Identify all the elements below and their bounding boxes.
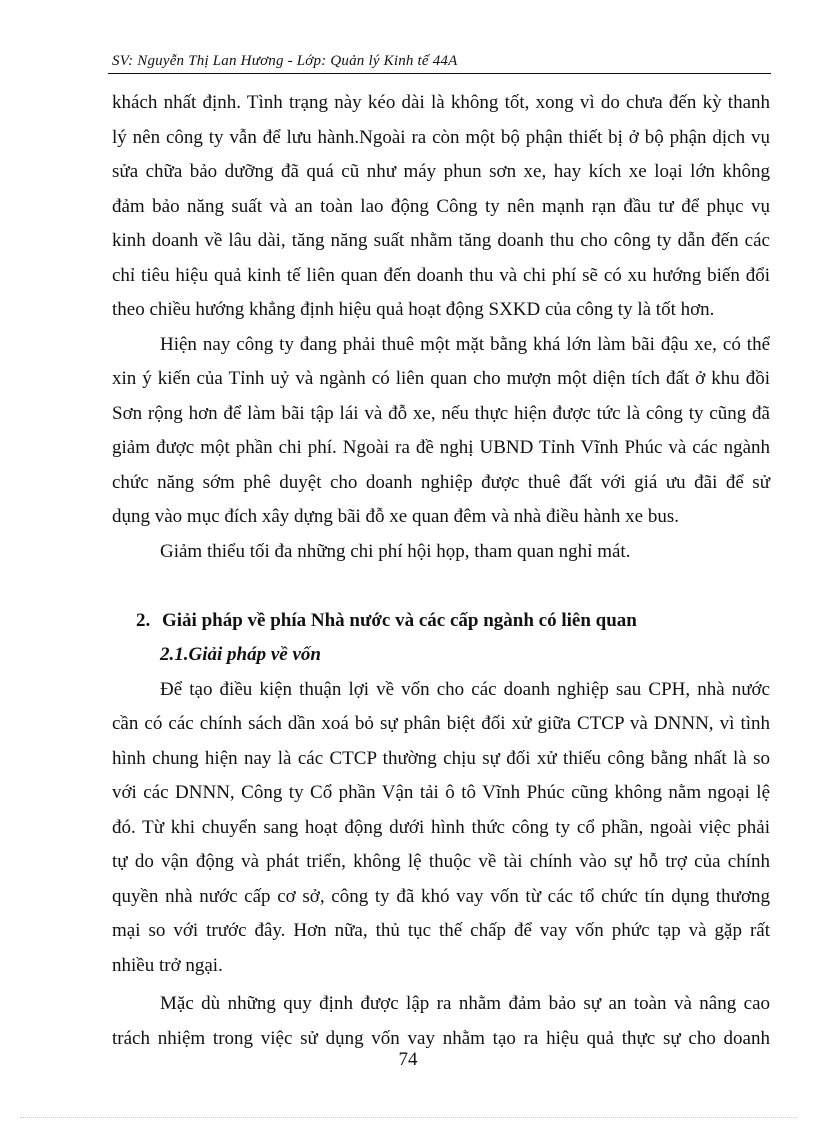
- subsection-heading: 2.1.Giải pháp về vốn: [160, 644, 321, 665]
- paragraph-line: giảm được một phần chi phí. Ngoài ra đề nghị UBND Tỉnh Vĩnh Phúc và các ngành: [112, 437, 770, 458]
- paragraph-line: Mặc dù những quy định được lập ra nhằm đảm bảo sự an toàn và nâng cao: [160, 993, 770, 1014]
- paragraph-line: Để tạo điều kiện thuận lợi về vốn cho các doanh nghiệp sau CPH, nhà nước: [160, 678, 770, 700]
- paragraph-line: đảm bảo năng suất và an toàn lao động Công ty nên mạnh rạn đầu tư để phục vụ: [112, 195, 770, 217]
- blank-line: [112, 569, 770, 604]
- paragraph-line: chỉ tiêu hiệu quả kinh tế liên quan đến doanh thu và chi phí sẽ có xu hướng biến đổi: [112, 264, 770, 286]
- document-body: [112, 86, 770, 1056]
- paragraph-5: [112, 987, 770, 1056]
- paragraph-line: Giảm thiểu tối đa những chi phí hội họp, tham quan nghỉ mát.: [160, 540, 631, 562]
- paragraph-line: sửa chữa bảo dưỡng đã quá cũ như máy phun sơn xe, hay kích xe loại lớn không: [112, 161, 770, 182]
- paragraph-line: trách nhiệm trong việc sử dụng vốn vay nhằm tạo ra hiệu quả thực sự cho doanh: [112, 1027, 770, 1049]
- paragraph-line: xin ý kiến của Tỉnh uỷ và ngành có liên quan cho mượn một diện tích đất ở khu đồi: [112, 368, 770, 389]
- paragraph-line: chức năng sớm phê duyệt cho doanh nghiệp được thuê đất với giá ưu đãi để sử: [112, 471, 770, 493]
- paragraph-1: [112, 86, 770, 328]
- section-heading: [112, 604, 770, 639]
- paragraph-4: [112, 673, 770, 984]
- paragraph-line: lý nên công ty vẫn để lưu hành.Ngoài ra còn một bộ phận thiết bị ở bộ phận dịch vụ: [112, 126, 770, 148]
- paragraph-line: Sơn rộng hơn để làm bãi tập lái và đỗ xe, nếu thực hiện được tức là công ty cũng đã: [112, 402, 770, 424]
- paragraph-line: quyền nhà nước cấp cơ sở, công ty đã khó vay vốn từ các tổ chức tín dụng thương: [112, 885, 770, 907]
- footer-dotted-rule: [20, 1117, 796, 1118]
- section-title: Giải pháp về phía Nhà nước và các cấp ngành có liên quan: [162, 609, 637, 631]
- paragraph-3: [112, 535, 770, 570]
- paragraph-line: dụng vào mục đích xây dựng bãi đỗ xe quan đêm và nhà điều hành xe bus.: [112, 506, 679, 527]
- paragraph-2: [112, 328, 770, 535]
- paragraph-line: kinh doanh về lâu dài, tăng năng suất nhằm tăng doanh thu cho công ty dẫn đến các: [112, 230, 770, 251]
- page-number: 74: [398, 1049, 418, 1070]
- header-rule: [108, 73, 771, 74]
- paragraph-line: khách nhất định. Tình trạng này kéo dài là không tốt, xong vì do chưa đến kỳ thanh: [112, 92, 770, 113]
- paragraph-line: mại so với trước đây. Hơn nữa, thủ tục thế chấp để vay vốn phức tạp và gặp rất: [112, 920, 770, 941]
- running-header: SV: Nguyễn Thị Lan Hương - Lớp: Quản lý Kinh tế 44A: [112, 53, 458, 69]
- paragraph-line: với các DNNN, Công ty Cổ phần Vận tải ô tô Vĩnh Phúc cũng không nằm ngoại lệ: [112, 782, 770, 803]
- paragraph-line: Hiện nay công ty đang phải thuê một mặt bằng khá lớn làm bãi đậu xe, có thể: [160, 333, 770, 355]
- paragraph-line: hình chung hiện nay là các CTCP thường chịu sự đối xử thiếu công bằng nhất là so: [112, 747, 770, 769]
- paragraph-line: tự do vận động và phát triển, không lệ thuộc về tài chính vào sự hỗ trợ của chính: [112, 851, 770, 872]
- section-number: 2.: [136, 609, 151, 631]
- paragraph-line: đó. Từ khi chuyển sang hoạt động dưới hình thức công ty cổ phần, ngoài việc phải: [112, 816, 770, 838]
- paragraph-line: cần có các chính sách dần xoá bỏ sự phân biệt đối xử giữa CTCP và DNNN, vì tình: [112, 713, 770, 734]
- paragraph-line: nhiều trở ngại.: [112, 954, 223, 976]
- paragraph-line: theo chiều hướng khẳng định hiệu quả hoạt động SXKD của công ty là tốt hơn.: [112, 299, 715, 320]
